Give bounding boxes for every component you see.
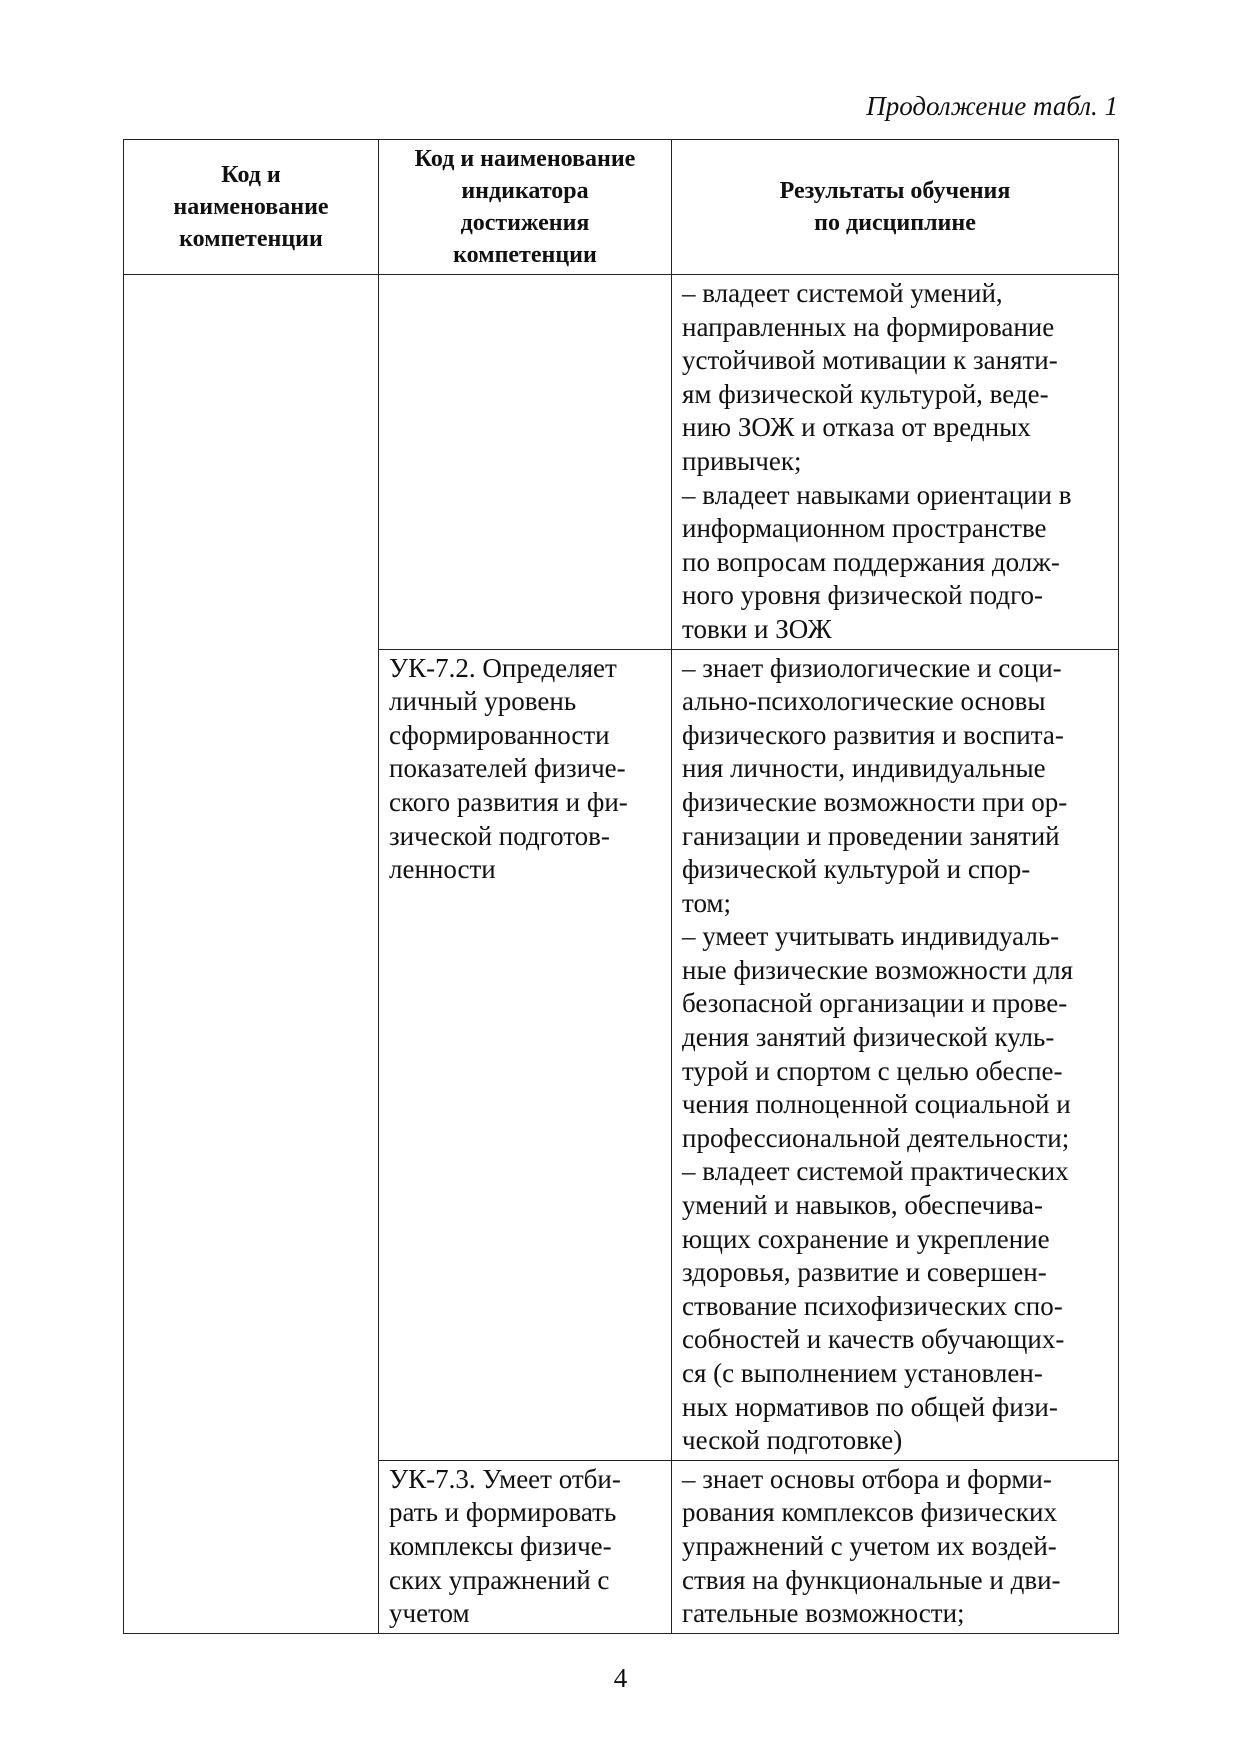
table-header-row (124, 140, 1119, 275)
results-cell: – знает физиологические и соци- ально-психологические основы физического развития и воспита- ния личности, индивидуальные физические возможности при ор- ганизации и проведении занятий физической культурой и спор- том; – умеет учитывать индивидуаль- ные физические возможности для безопасной организации и прове- дения занятий физической куль- турой и спортом с целью обеспе- чения полноценной социальной и профессиональной деятельности; – владеет системой практических умений и навыков, обеспечива- ющих сохранение и укрепление здоровья, развитие и совершен- ствование психофизических спо- собностей и качеств обучающих- ся (с выполнением установлен- ных нормативов по общей физи- ческой подготовке) (672, 649, 1119, 1460)
header-results: Результаты обучения по дисциплине (672, 140, 1119, 275)
table-caption: Продолжение табл. 1 (866, 91, 1118, 121)
competency-table (123, 139, 1119, 1634)
competence-cell (124, 275, 379, 1634)
indicator-cell: УК-7.2. Определяет личный уровень сформированности показателей физиче- ского развития и фи- зической подготов- ленности (379, 649, 672, 1460)
indicator-cell: УК-7.3. Умеет отби- рать и формировать комплексы физиче- ских упражнений с учетом (379, 1460, 672, 1633)
header-competence: Код и наименование компетенции (124, 140, 379, 275)
page-number: 4 (613, 1663, 628, 1693)
results-cell: – знает основы отбора и форми- рования комплексов физических упражнений с учетом их воздей- ствия на функциональные и дви- гательные возможности; (672, 1460, 1119, 1633)
indicator-cell (379, 275, 672, 650)
header-indicator: Код и наименование индикатора достижения компетенции (379, 140, 672, 275)
table-row (124, 275, 1119, 650)
results-cell: – владеет системой умений, направленных на формирование устойчивой мотивации к заняти- ям физической культурой, веде- нию ЗОЖ и отказа от вредных привычек; – владеет навыками ориентации в информационном пространстве по вопросам поддержания долж- ного уровня физической подго- товки и ЗОЖ (672, 275, 1119, 650)
